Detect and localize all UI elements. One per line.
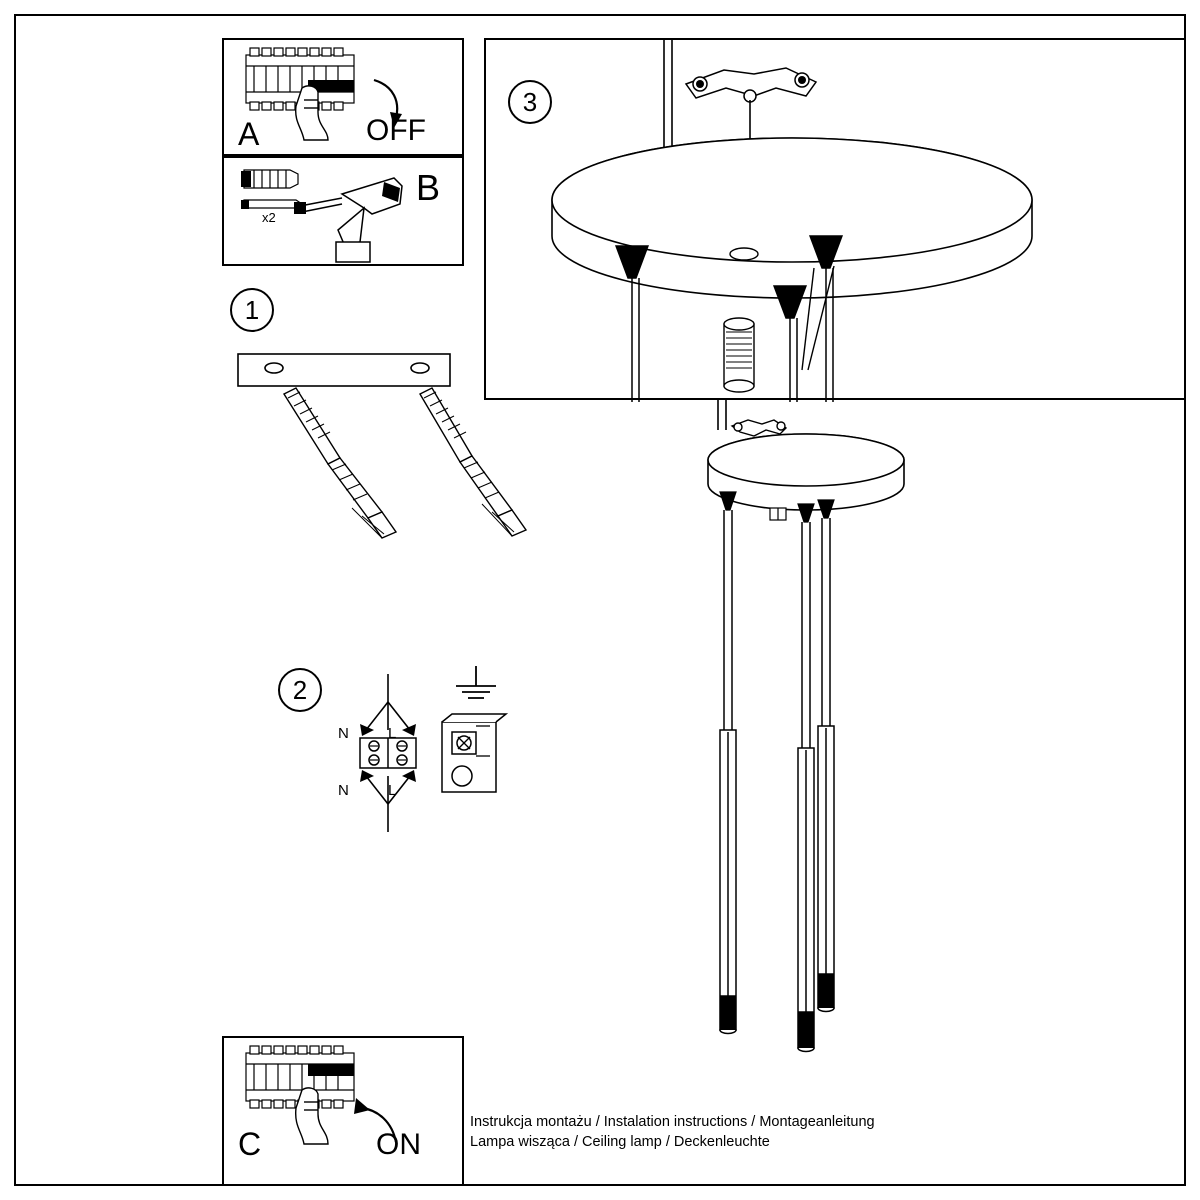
step-1-illustration xyxy=(232,346,532,566)
step-c-letter: C xyxy=(238,1126,262,1162)
step-b-letter: B xyxy=(416,167,441,208)
step-2-number-badge xyxy=(278,668,322,712)
panel-step-c xyxy=(222,1036,464,1186)
step-c-illustration xyxy=(224,1038,466,1188)
step-b-quantity: x2 xyxy=(262,210,276,225)
product-assembly-illustration xyxy=(640,400,1060,1060)
terminal-label-l-bottom: L xyxy=(388,782,397,799)
step-a-illustration xyxy=(224,40,466,158)
terminal-label-n-top: N xyxy=(338,725,349,742)
panel-step-b xyxy=(222,156,464,266)
panel-step-a xyxy=(222,38,464,156)
step-1-number: 1 xyxy=(244,294,260,325)
step-2-number: 2 xyxy=(292,674,308,705)
terminal-label-n-bottom: N xyxy=(338,782,349,799)
footer-line-2: Lampa wisząca / Ceiling lamp / Deckenleuchte xyxy=(470,1134,770,1150)
step-2-illustration xyxy=(330,660,520,850)
panel-step-3 xyxy=(484,38,1186,400)
step-c-action-label: ON xyxy=(376,1128,421,1161)
step-3-number: 3 xyxy=(522,86,538,117)
step-a-action-label: OFF xyxy=(366,114,426,147)
step-3-illustration xyxy=(486,40,1188,402)
step-3-number-badge xyxy=(508,80,552,124)
step-a-letter: A xyxy=(238,116,260,152)
footer-line-1: Instrukcja montażu / Instalation instructions / Montageanleitung xyxy=(470,1114,875,1130)
terminal-label-l-top: L xyxy=(388,725,397,742)
step-1-number-badge xyxy=(230,288,274,332)
